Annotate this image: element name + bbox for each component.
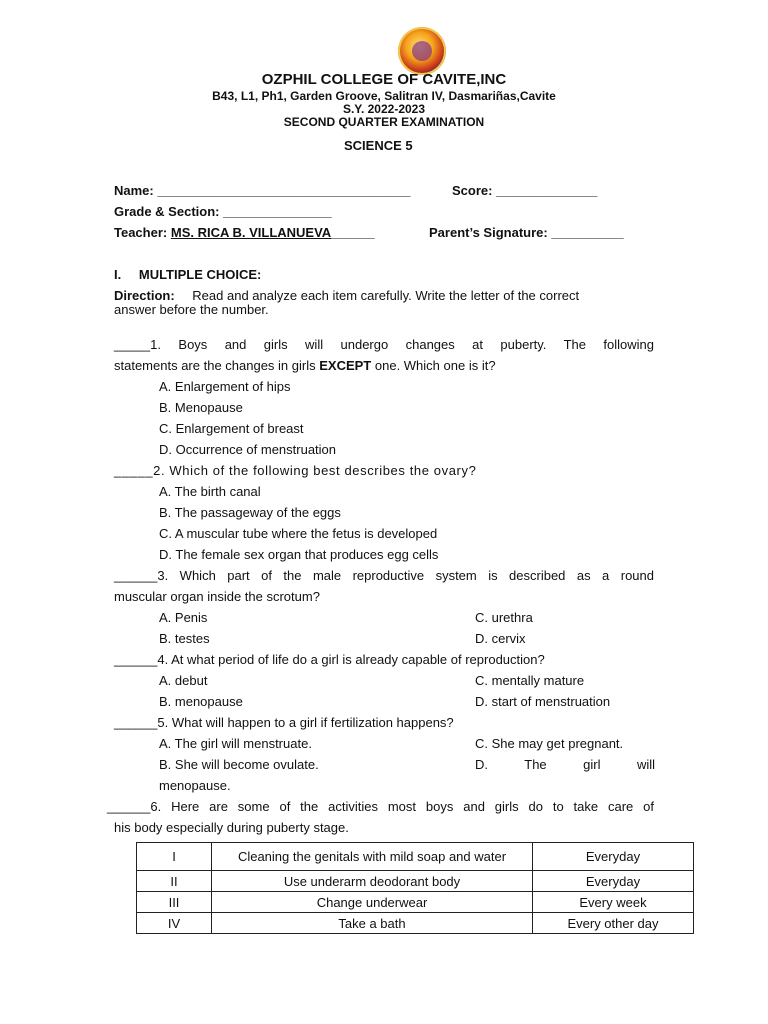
- section-title: MULTIPLE CHOICE:: [138, 267, 262, 282]
- row-frequency: Every other day: [533, 913, 694, 934]
- section-heading: [114, 267, 261, 282]
- q2-stem: _____2. Which of the following best describes the ovary?: [114, 463, 477, 478]
- q1-except: EXCEPT: [319, 358, 372, 373]
- q2-choice-a: A. The birth canal: [159, 484, 261, 499]
- q5-choice-c: C. She may get pregnant.: [475, 736, 624, 751]
- signature-field: __________: [551, 225, 624, 240]
- name-field: ___________________________________: [157, 183, 411, 198]
- row-number: I: [137, 843, 212, 871]
- q1-stem-line-2: [114, 358, 496, 373]
- q5-choice-b: B. She will become ovulate.: [159, 757, 319, 772]
- q3-choice-a: A. Penis: [159, 610, 208, 625]
- direction-text-1: Read and analyze each item carefully. Write the letter of the correct: [192, 288, 580, 303]
- q4-choice-d: D. start of menstruation: [475, 694, 611, 709]
- q1-stem-post: one. Which one is it?: [374, 358, 496, 373]
- direction-text-2: answer before the number.: [114, 302, 269, 317]
- q1-choice-c: C. Enlargement of breast: [159, 421, 304, 436]
- row-number: II: [137, 871, 212, 892]
- score-field: ______________: [496, 183, 598, 198]
- table-row: [137, 892, 694, 913]
- q1-choice-a: A. Enlargement of hips: [159, 379, 291, 394]
- q2-choice-c: C. A muscular tube where the fetus is developed: [159, 526, 438, 541]
- q2-choice-b: B. The passageway of the eggs: [159, 505, 341, 520]
- row-activity: Use underarm deodorant body: [212, 871, 533, 892]
- q3-stem-line-1: ______3. Which part of the male reproductive system is described as a round: [114, 568, 654, 583]
- school-address: B43, L1, Ph1, Garden Groove, Salitran IV, Dasmariñas,Cavite: [212, 89, 556, 103]
- teacher-field: ______: [331, 225, 375, 240]
- q5-choice-d-cont: menopause.: [159, 778, 231, 793]
- exam-title: SECOND QUARTER EXAMINATION: [283, 115, 485, 129]
- q3-choice-b: B. testes: [159, 631, 210, 646]
- q1-choice-d: D. Occurrence of menstruation: [159, 442, 337, 457]
- name-label: Name:: [114, 183, 154, 198]
- row-number: IV: [137, 913, 212, 934]
- q4-choice-a: A. debut: [159, 673, 208, 688]
- subject-title: SCIENCE 5: [344, 138, 413, 153]
- row-activity: Cleaning the genitals with mild soap and water: [212, 843, 533, 871]
- grade-row: [114, 204, 332, 219]
- activities-table: [136, 842, 694, 934]
- q2-choice-d: D. The female sex organ that produces egg cells: [159, 547, 439, 562]
- teacher-row: [114, 225, 375, 240]
- signature-row: [429, 225, 624, 240]
- row-frequency: Every week: [533, 892, 694, 913]
- q4-choice-b: B. menopause: [159, 694, 243, 709]
- q1-stem-pre: statements are the changes in girls: [114, 358, 316, 373]
- q5-stem: ______5. What will happen to a girl if fertilization happens?: [114, 715, 454, 730]
- row-frequency: Everyday: [533, 843, 694, 871]
- score-row: [452, 183, 597, 198]
- logo-emblem: [412, 41, 432, 61]
- direction-line-1: [114, 288, 579, 303]
- teacher-name: MS. RICA B. VILLANUEVA: [170, 225, 332, 240]
- q1-stem-line-1: _____1. Boys and girls will undergo changes at puberty. The following: [114, 337, 654, 352]
- table-row: [137, 871, 694, 892]
- signature-label: Parent’s Signature:: [429, 225, 548, 240]
- grade-label: Grade & Section:: [114, 204, 220, 219]
- q4-choice-c: C. mentally mature: [475, 673, 585, 688]
- q3-stem-line-2: muscular organ inside the scrotum?: [114, 589, 320, 604]
- row-activity: Take a bath: [212, 913, 533, 934]
- school-logo: [398, 27, 446, 75]
- q6-stem-line-2: his body especially during puberty stage.: [114, 820, 349, 835]
- q3-choice-c: C. urethra: [475, 610, 533, 625]
- teacher-label: Teacher:: [114, 225, 168, 240]
- q5-choice-a: A. The girl will menstruate.: [159, 736, 312, 751]
- direction-label: Direction:: [114, 288, 175, 303]
- name-row: [114, 183, 410, 198]
- q5-choice-d: D. The girl will: [475, 757, 655, 772]
- section-number: I.: [114, 267, 122, 282]
- q6-stem-line-1: ______6. Here are some of the activities most boys and girls do to take care of: [107, 799, 654, 814]
- row-number: III: [137, 892, 212, 913]
- row-activity: Change underwear: [212, 892, 533, 913]
- row-frequency: Everyday: [533, 871, 694, 892]
- table-row: [137, 913, 694, 934]
- grade-field: _______________: [223, 204, 332, 219]
- q1-choice-b: B. Menopause: [159, 400, 243, 415]
- q4-stem: ______4. At what period of life do a girl is already capable of reproduction?: [114, 652, 545, 667]
- score-label: Score:: [452, 183, 493, 198]
- q3-choice-d: D. cervix: [475, 631, 526, 646]
- table-row: [137, 843, 694, 871]
- school-year: S.Y. 2022-2023: [342, 102, 426, 116]
- school-name: OZPHIL COLLEGE OF CAVITE,INC: [261, 71, 507, 88]
